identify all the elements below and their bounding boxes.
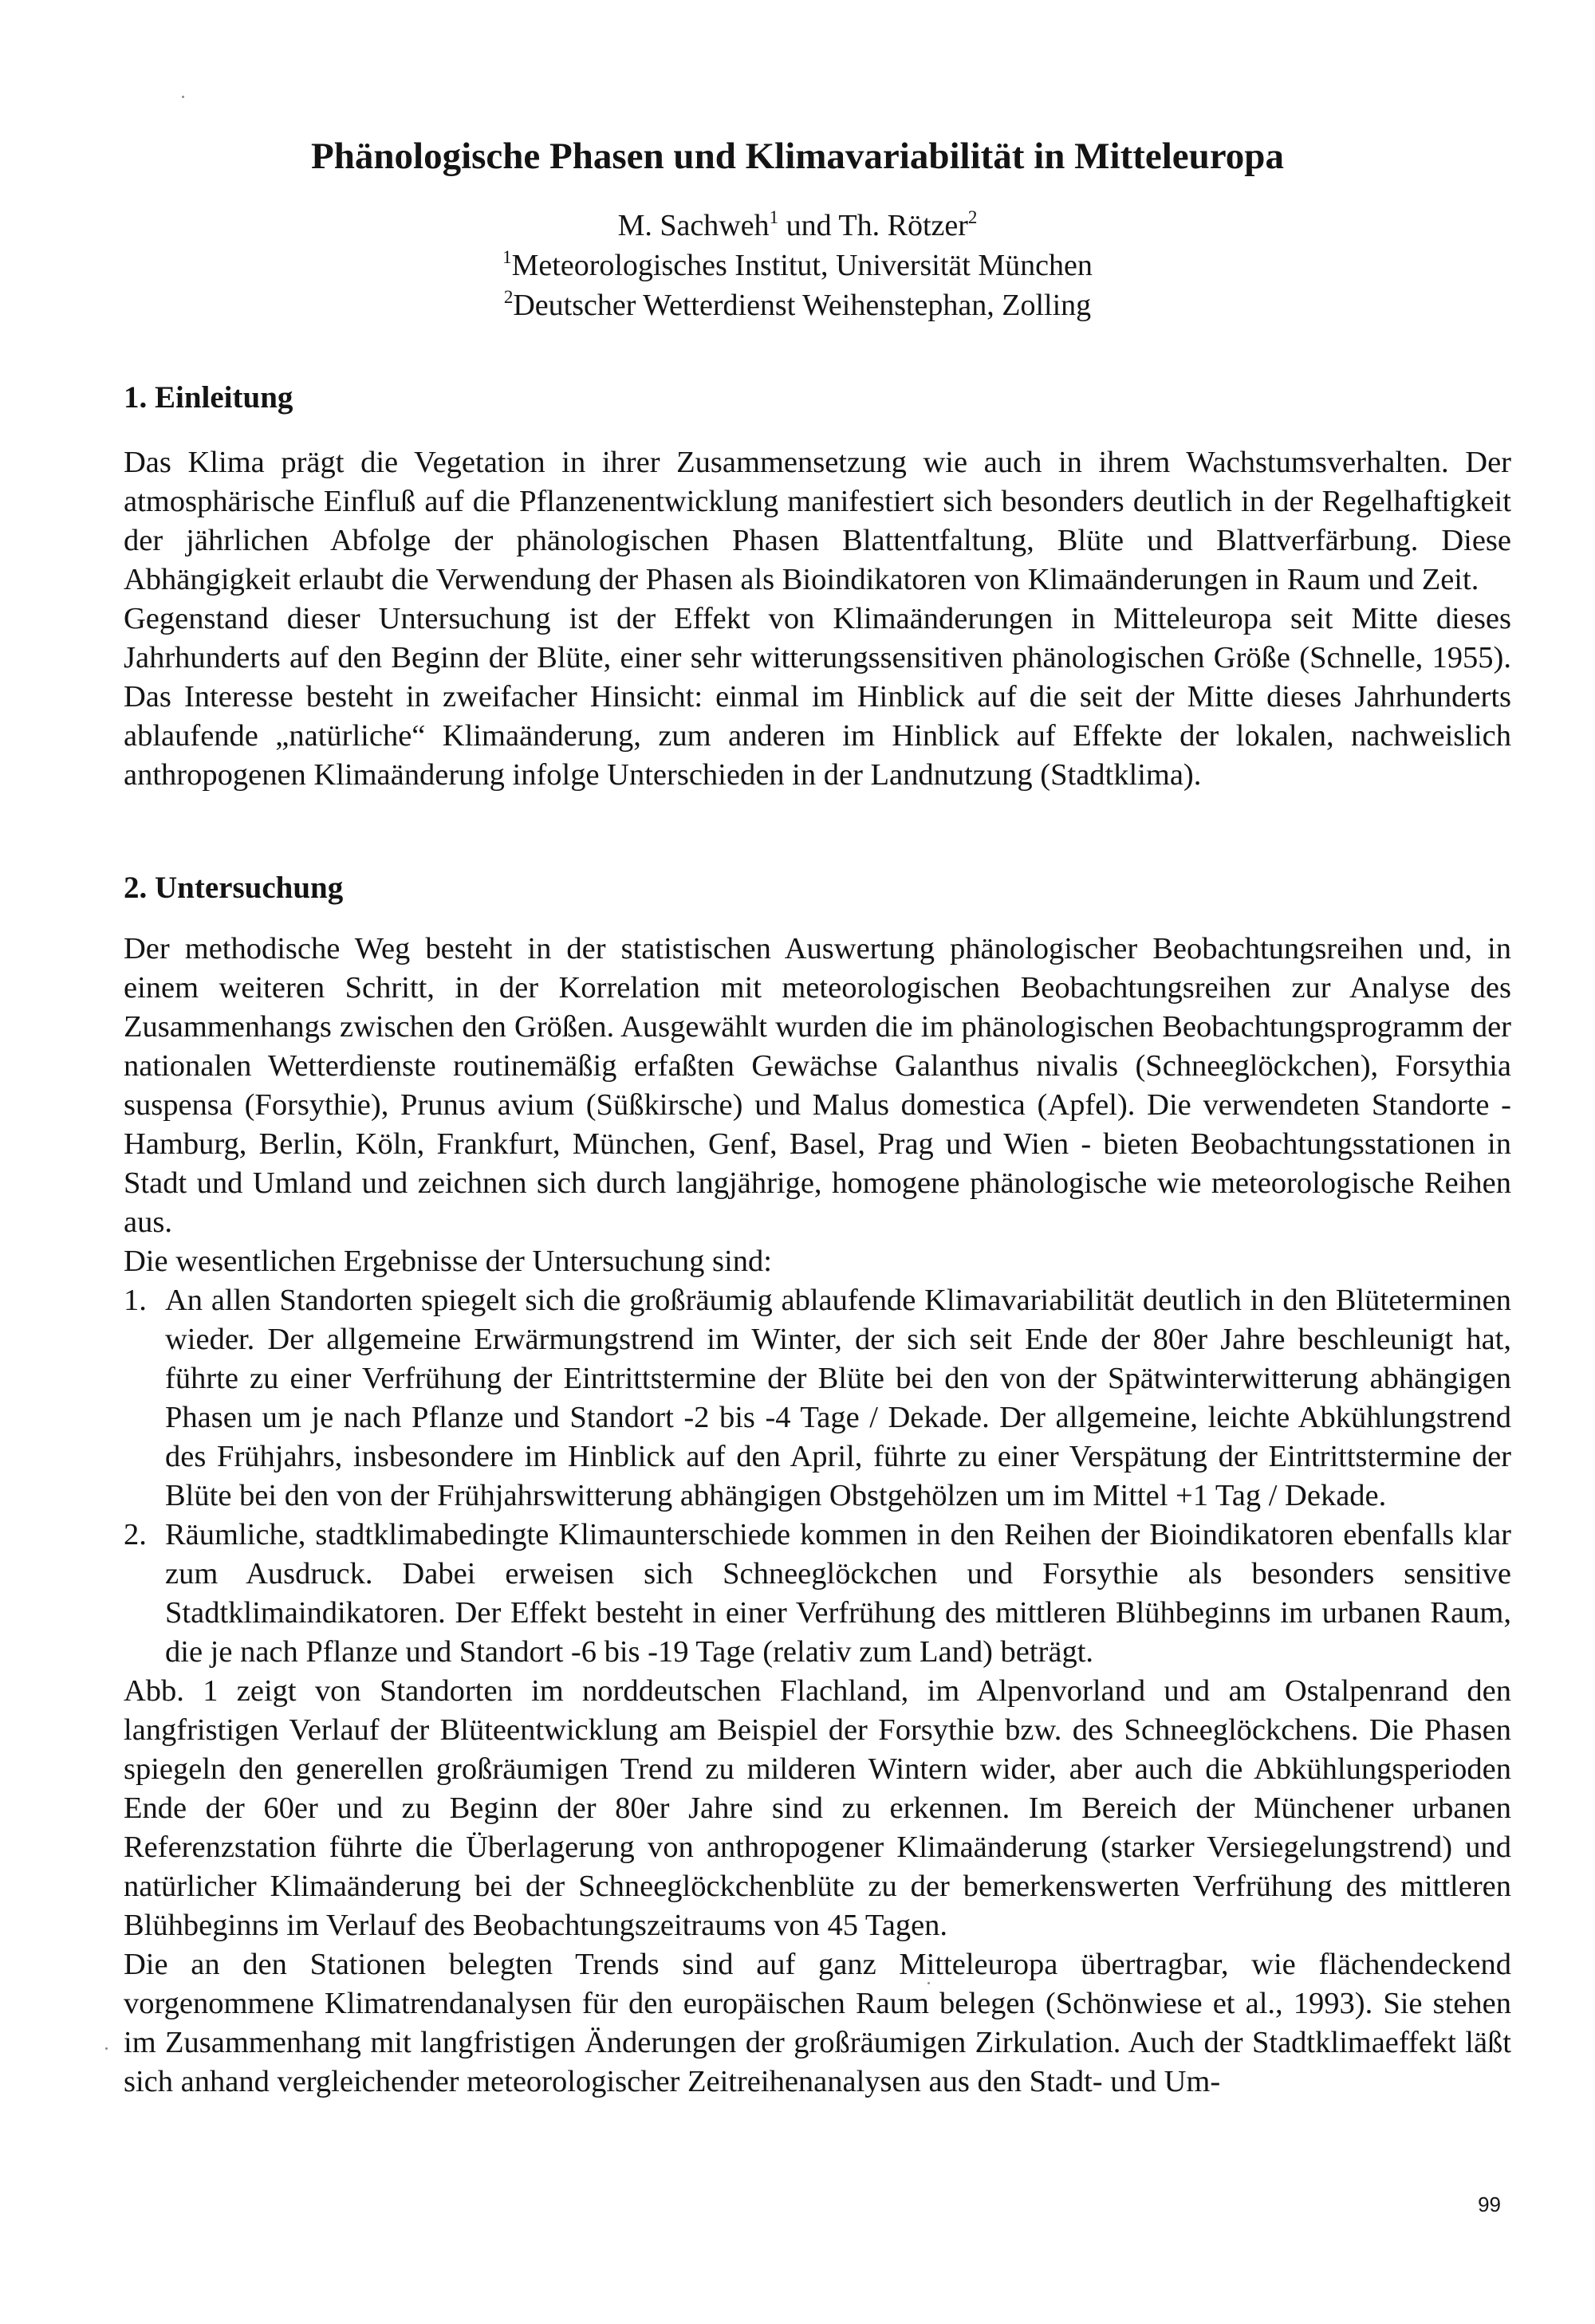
result-item-2-number: 2. bbox=[124, 1518, 147, 1551]
scan-speck bbox=[182, 96, 184, 98]
section-1-heading: 1. Einleitung bbox=[124, 380, 293, 415]
scan-speck bbox=[927, 1982, 930, 1984]
paper-title: Phänologische Phasen und Klimavariabilität in Mitteleuropa bbox=[311, 136, 1284, 177]
affiliation-2-mark: 2 bbox=[503, 287, 514, 307]
affiliation-1-mark: 1 bbox=[502, 247, 512, 267]
affiliation-2 bbox=[0, 285, 1595, 325]
author-2-affiliation-mark: 2 bbox=[967, 207, 978, 227]
result-item-2 bbox=[124, 1516, 1511, 1672]
result-item-1-text: An allen Standorten spiegelt sich die großräumig ablaufende Klimavariabilität deutlich in den Blüteterminen wieder. Der allgemeine Erwärmungstrend im Winter, der sich seit Ende der 80er Jahre beschleunigt hat, führte zu einer Verfrühung der Eintrittstermine der Blüte bei den von der Spätwinterwitterung abhängigen Phasen um je nach Pflanze und Standort -2 bis -4 Tage / Dekade. Der allgemeine, leichte Abkühlungstrend des Frühjahrs, insbesondere im Hinblick auf den April, führte zu einer Verspätung der Eintrittstermine der Blüte bei den von der Frühjahrswitterung abhängigen Obstgehölzen um im Mittel +1 Tag / Dekade. bbox=[165, 1284, 1511, 1512]
author-connector: und bbox=[778, 209, 839, 242]
section-1-body bbox=[124, 443, 1511, 795]
result-item-1 bbox=[124, 1281, 1511, 1516]
section-1-paragraph-1: Das Klima prägt die Vegetation in ihrer Zusammensetzung wie auch in ihrem Wachstumsverhalten. Der atmosphärische Einfluß auf die Pflanzenentwicklung manifestiert sich besonders deutlich in der Regelhaftigkeit der jährlichen Abfolge der phänologischen Phasen Blattentfaltung, Blüte und Blattverfärbung. Diese Abhängigkeit erlaubt die Verwendung der Phasen als Bioindikatoren von Klimaänderungen in Raum und Zeit. bbox=[124, 446, 1511, 596]
section-2-heading: 2. Untersuchung bbox=[124, 871, 344, 905]
result-item-2-text: Räumliche, stadtklimabedingte Klimaunterschiede kommen in den Reihen der Bioindikatoren ebenfalls klar zum Ausdruck. Dabei erweisen sich Schneeglöckchen und Forsythie als besonders sensitive Stadtklimaindikatoren. Der Effekt besteht in einer Verfrühung des mittleren Blühbeginns im urbanen Raum, die je nach Pflanze und Standort -6 bis -19 Tage (relativ zum Land) beträgt. bbox=[165, 1518, 1511, 1669]
affiliation-1 bbox=[0, 246, 1595, 285]
section-2-paragraph-3: Abb. 1 zeigt von Standorten im norddeutschen Flachland, im Alpenvorland und am Ostalpenrand den langfristigen Verlauf der Blüteentwicklung am Beispiel der Forsythie bzw. des Schneeglöckchens. Die Phasen spiegeln den generellen großräumigen Trend zu milderen Wintern wider, aber auch die Abkühlungsperioden Ende der 60er und zu Beginn der 80er Jahre sind zu erkennen. Im Bereich der Münchener urbanen Referenzstation führte die Überlagerung von anthropogener Klimaänderung (starker Versiegelungstrend) und natürlicher Klimaänderung bei der Schneeglöckchenblüte zu der bemerkenswerten Verfrühung des mittleren Blühbeginns im Verlauf des Beobachtungszeitraums von 45 Tagen. bbox=[124, 1674, 1511, 1942]
affiliation-2-text: Deutscher Wetterdienst Weihenstephan, Zolling bbox=[513, 289, 1092, 322]
affiliation-1-text: Meteorologisches Institut, Universität München bbox=[511, 249, 1093, 282]
section-2-paragraph-4: Die an den Stationen belegten Trends sind auf ganz Mitteleuropa übertragbar, wie flächendeckend vorgenommene Klimatrendanalysen für den europäischen Raum belegen (Schönwiese et al., 1993). Sie stehen im Zusammenhang mit langfristigen Änderungen der großräumigen Zirkulation. Auch der Stadtklimaeffekt läßt sich anhand vergleichender meteorologischer Zeitreihenanalysen aus den Stadt- und Um- bbox=[124, 1948, 1511, 2098]
page-number: 99 bbox=[1478, 2192, 1501, 2216]
author-block bbox=[0, 206, 1595, 325]
author-1-name: M. Sachweh bbox=[617, 209, 770, 242]
result-item-1-number: 1. bbox=[124, 1284, 147, 1317]
section-2-body bbox=[124, 930, 1511, 2102]
section-1-paragraph-2: Gegenstand dieser Untersuchung ist der Effekt von Klimaänderungen in Mitteleuropa seit Mitte dieses Jahrhunderts auf den Beginn der Blüte, einer sehr witterungssensitiven phänologischen Größe (Schnelle, 1955). Das Interesse besteht in zweifacher Hinsicht: einmal im Hinblick auf die seit der Mitte dieses Jahrhunderts ablaufende „natürliche“ Klimaänderung, zum anderen im Hinblick auf Effekte der lokalen, nachweislich anthropogenen Klimaänderung infolge Unterschieden in der Landnutzung (Stadtklima). bbox=[124, 602, 1511, 792]
scan-speck bbox=[105, 2047, 108, 2050]
section-2-paragraph-2: Die wesentlichen Ergebnisse der Untersuchung sind: bbox=[124, 1245, 772, 1278]
results-list bbox=[124, 1281, 1511, 1672]
author-line bbox=[0, 206, 1595, 246]
author-1-affiliation-mark: 1 bbox=[769, 207, 779, 227]
author-2-name: Th. Rötzer bbox=[838, 209, 968, 242]
section-2-paragraph-1: Der methodische Weg besteht in der statistischen Auswertung phänologischer Beobachtungsreihen und, in einem weiteren Schritt, in der Korrelation mit meteorologischen Beobachtungsreihen zur Analyse des Zusammenhangs zwischen den Größen. Ausgewählt wurden die im phänologischen Beobachtungsprogramm der nationalen Wetterdienste routinemäßig erfaßten Gewächse Galanthus nivalis (Schneeglöckchen), Forsythia suspensa (Forsythie), Prunus avium (Süßkirsche) und Malus domestica (Apfel). Die verwendeten Standorte - Hamburg, Berlin, Köln, Frankfurt, München, Genf, Basel, Prag und Wien - bieten Beobachtungsstationen in Stadt und Umland und zeichnen sich durch langjährige, homogene phänologische wie meteorologische Reihen aus. bbox=[124, 932, 1511, 1239]
